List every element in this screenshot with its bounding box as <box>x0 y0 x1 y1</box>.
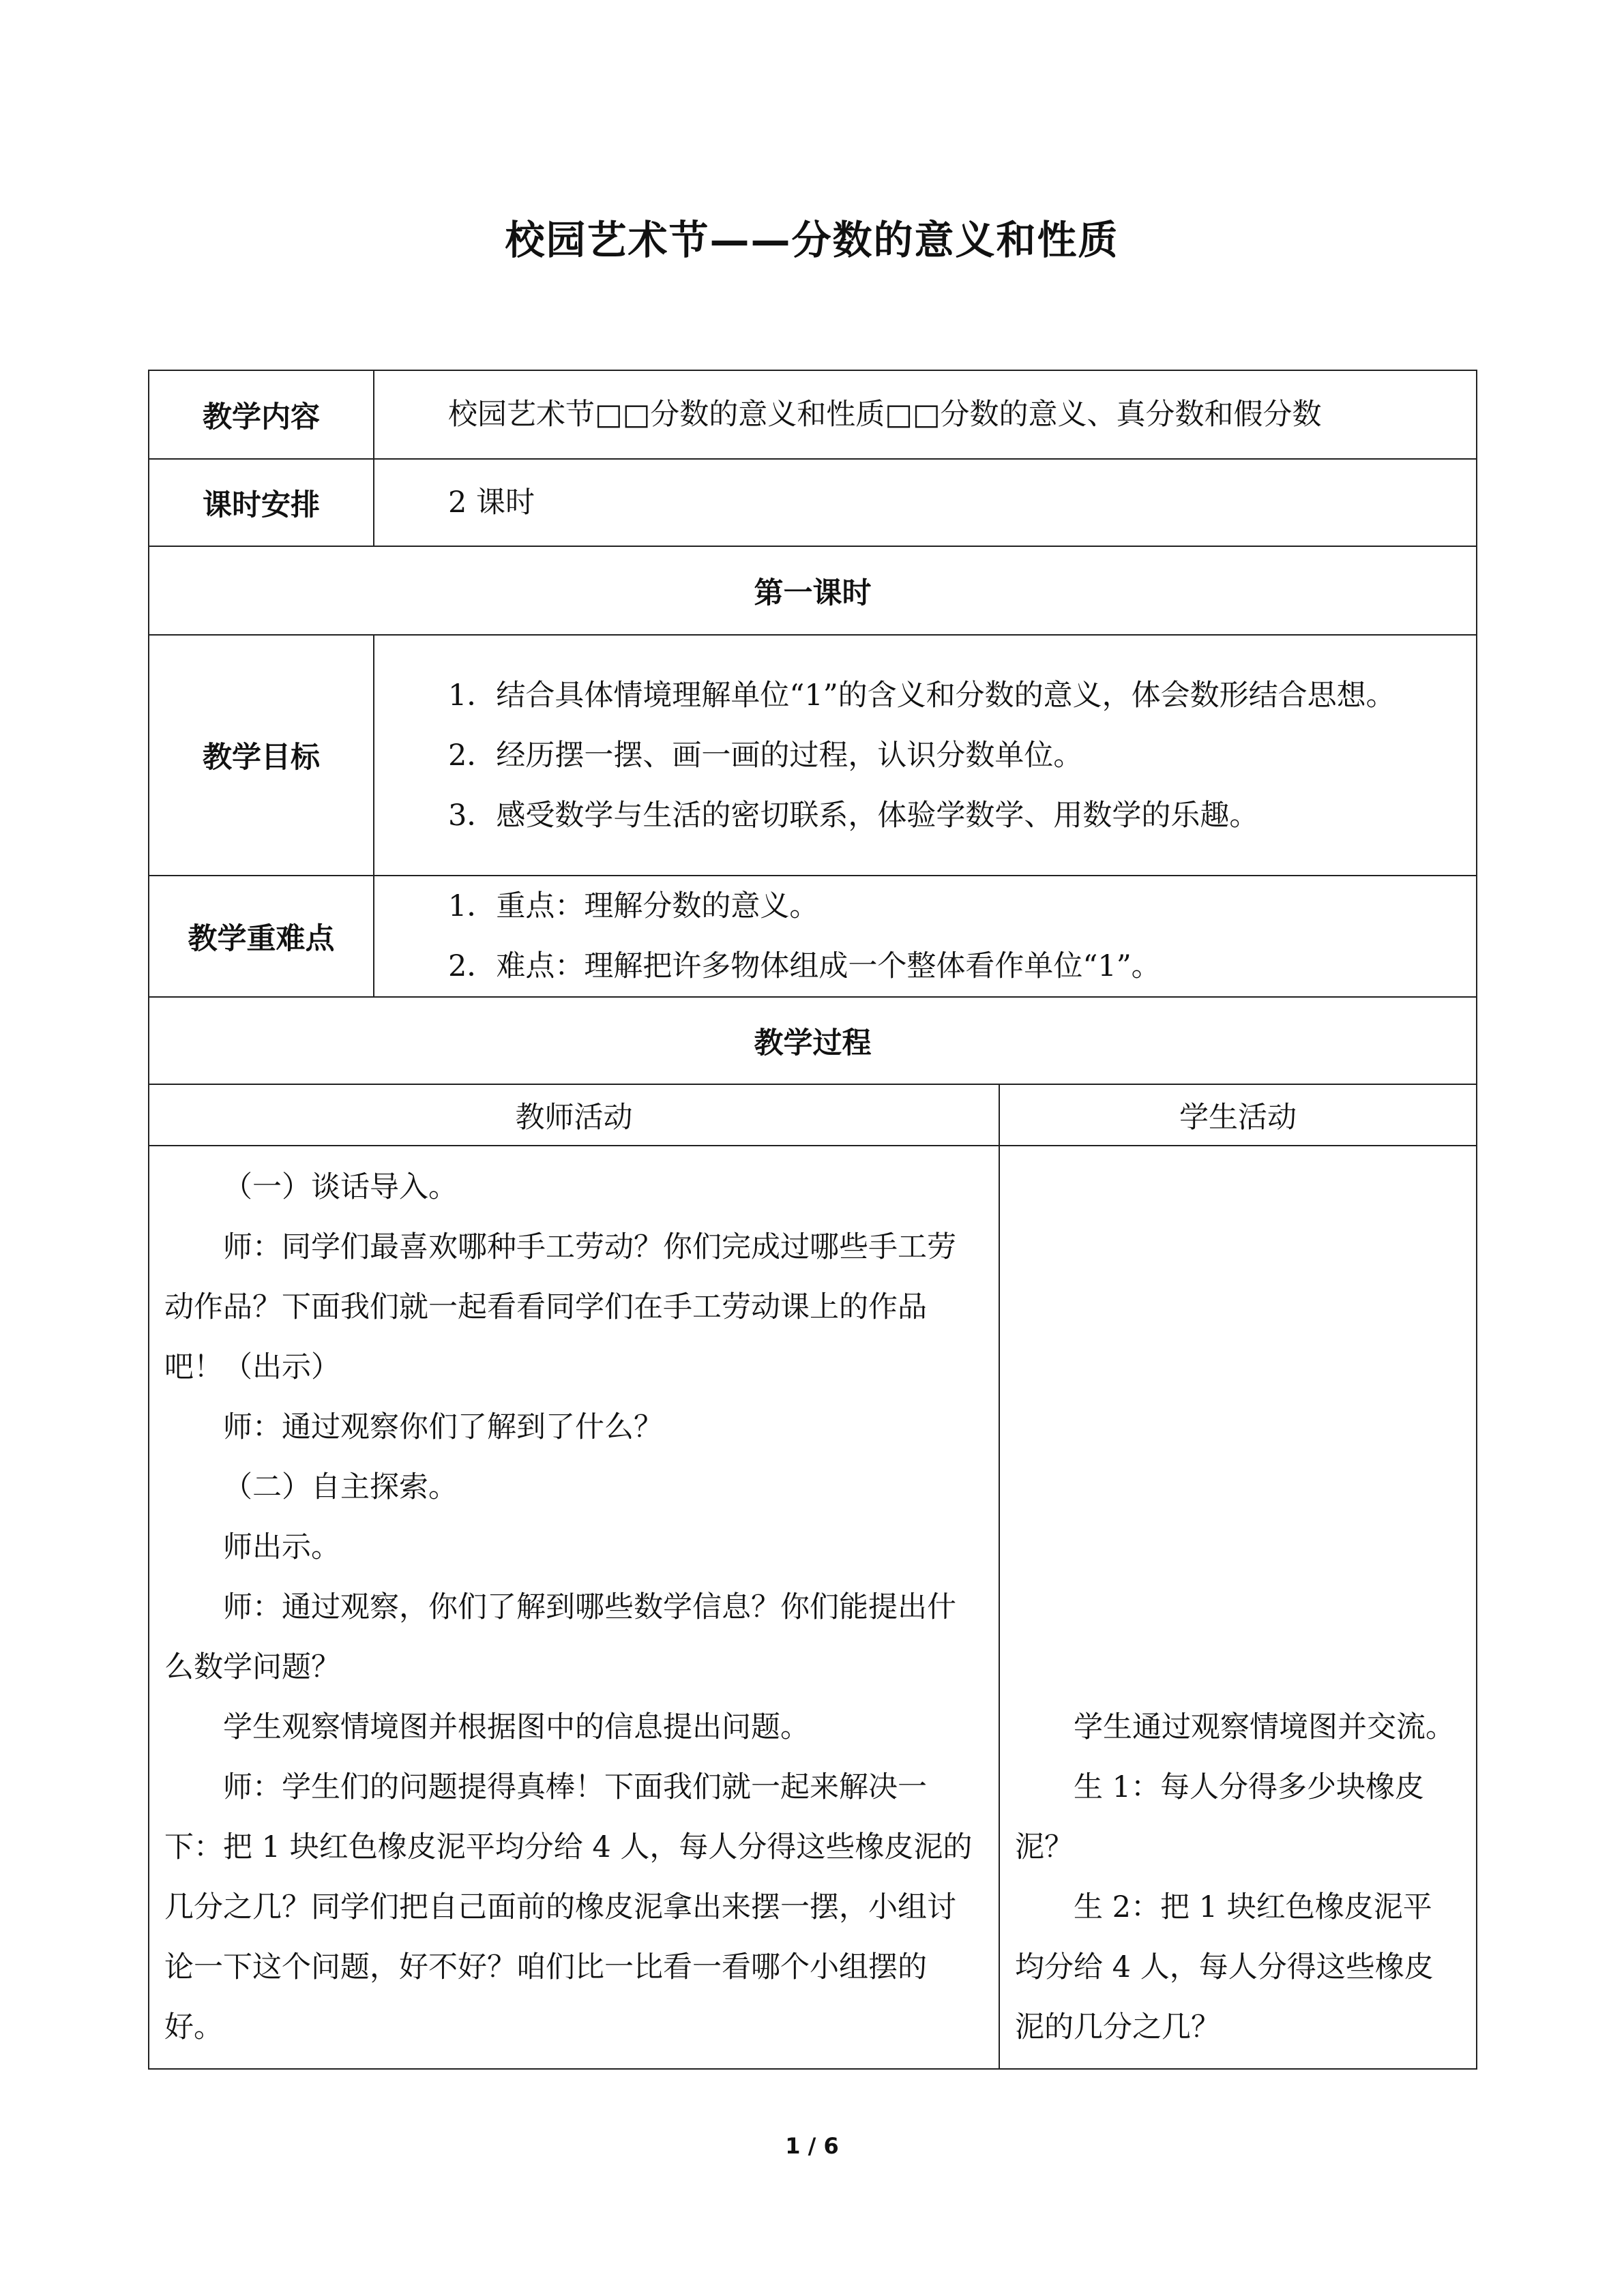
process-heading-row <box>149 997 1477 1084</box>
process-heading: 教学过程 <box>149 997 1477 1084</box>
student-paragraph: 生 1：每人分得多少块橡皮泥？ <box>1015 1770 1425 1864</box>
objective-item: 2．经历摆一摆、画一画的过程，认识分数单位。 <box>448 738 1083 773</box>
schedule-row <box>149 459 1477 546</box>
schedule-label: 课时安排 <box>149 459 374 546</box>
activity-row <box>149 1146 1477 2069</box>
schedule-value: 2 课时 <box>374 459 1477 546</box>
activity-header-row <box>149 1084 1477 1146</box>
student-activity-cell <box>999 1146 1477 2069</box>
lesson-one-row <box>149 546 1477 635</box>
student-activity-header: 学生活动 <box>999 1084 1477 1146</box>
lesson-plan-table <box>148 370 1477 2070</box>
teacher-paragraph: 师：通过观察，你们了解到哪些数学信息？你们能提出什么数学问题？ <box>164 1590 956 1684</box>
key-points-list <box>374 876 1477 997</box>
teaching-content-row <box>149 370 1477 459</box>
student-paragraph: 学生通过观察情境图并交流。 <box>1074 1710 1455 1744</box>
teacher-activity-cell <box>149 1146 999 2069</box>
teaching-content-label: 教学内容 <box>149 370 374 459</box>
objective-item: 1．结合具体情境理解单位“1”的含义和分数的意义，体会数形结合思想。 <box>448 678 1396 713</box>
objective-item: 3．感受数学与生活的密切联系，体验学数学、用数学的乐趣。 <box>448 798 1259 833</box>
teacher-paragraph: （二）自主探索。 <box>223 1470 458 1504</box>
student-paragraph: 生 2：把 1 块红色橡皮泥平均分给 4 人，每人分得这些橡皮泥的几分之几？ <box>1015 1890 1434 2044</box>
teacher-paragraph: 师出示。 <box>223 1530 340 1564</box>
objectives-label: 教学目标 <box>149 635 374 876</box>
key-point-item: 1．重点：理解分数的意义。 <box>448 889 819 923</box>
teacher-paragraph: 师：学生们的问题提得真棒！下面我们就一起来解决一下：把 1 块红色橡皮泥平均分给 4 人，每人分得这些橡皮泥的几分之几？同学们把自己面前的橡皮泥拿出来摆一摆，小组讨论一下这个问题，好不好？咱们比一比看一看哪个小组摆的好。 <box>164 1770 973 2044</box>
teaching-content-value: 校园艺术节□□分数的意义和性质□□分数的意义、真分数和假分数 <box>374 370 1477 459</box>
lesson-one-heading: 第一课时 <box>149 546 1477 635</box>
teacher-activity-header: 教师活动 <box>149 1084 999 1146</box>
teacher-paragraph: 学生观察情境图并根据图中的信息提出问题。 <box>223 1710 810 1744</box>
objectives-row <box>149 635 1477 876</box>
page-number: 1 / 6 <box>785 2133 839 2159</box>
objectives-list <box>374 635 1477 876</box>
teacher-paragraph: 师：通过观察你们了解到了什么？ <box>223 1410 663 1444</box>
key-points-row <box>149 876 1477 997</box>
teacher-paragraph: （一）谈话导入。 <box>223 1170 458 1204</box>
teacher-paragraph: 师：同学们最喜欢哪种手工劳动？你们完成过哪些手工劳动作品？下面我们就一起看看同学们在手工劳动课上的作品吧！（出示） <box>164 1230 956 1384</box>
key-point-item: 2．难点：理解把许多物体组成一个整体看作单位“1”。 <box>448 949 1161 983</box>
document-title: 校园艺术节——分数的意义和性质 <box>505 217 1119 263</box>
key-points-label: 教学重难点 <box>149 876 374 997</box>
